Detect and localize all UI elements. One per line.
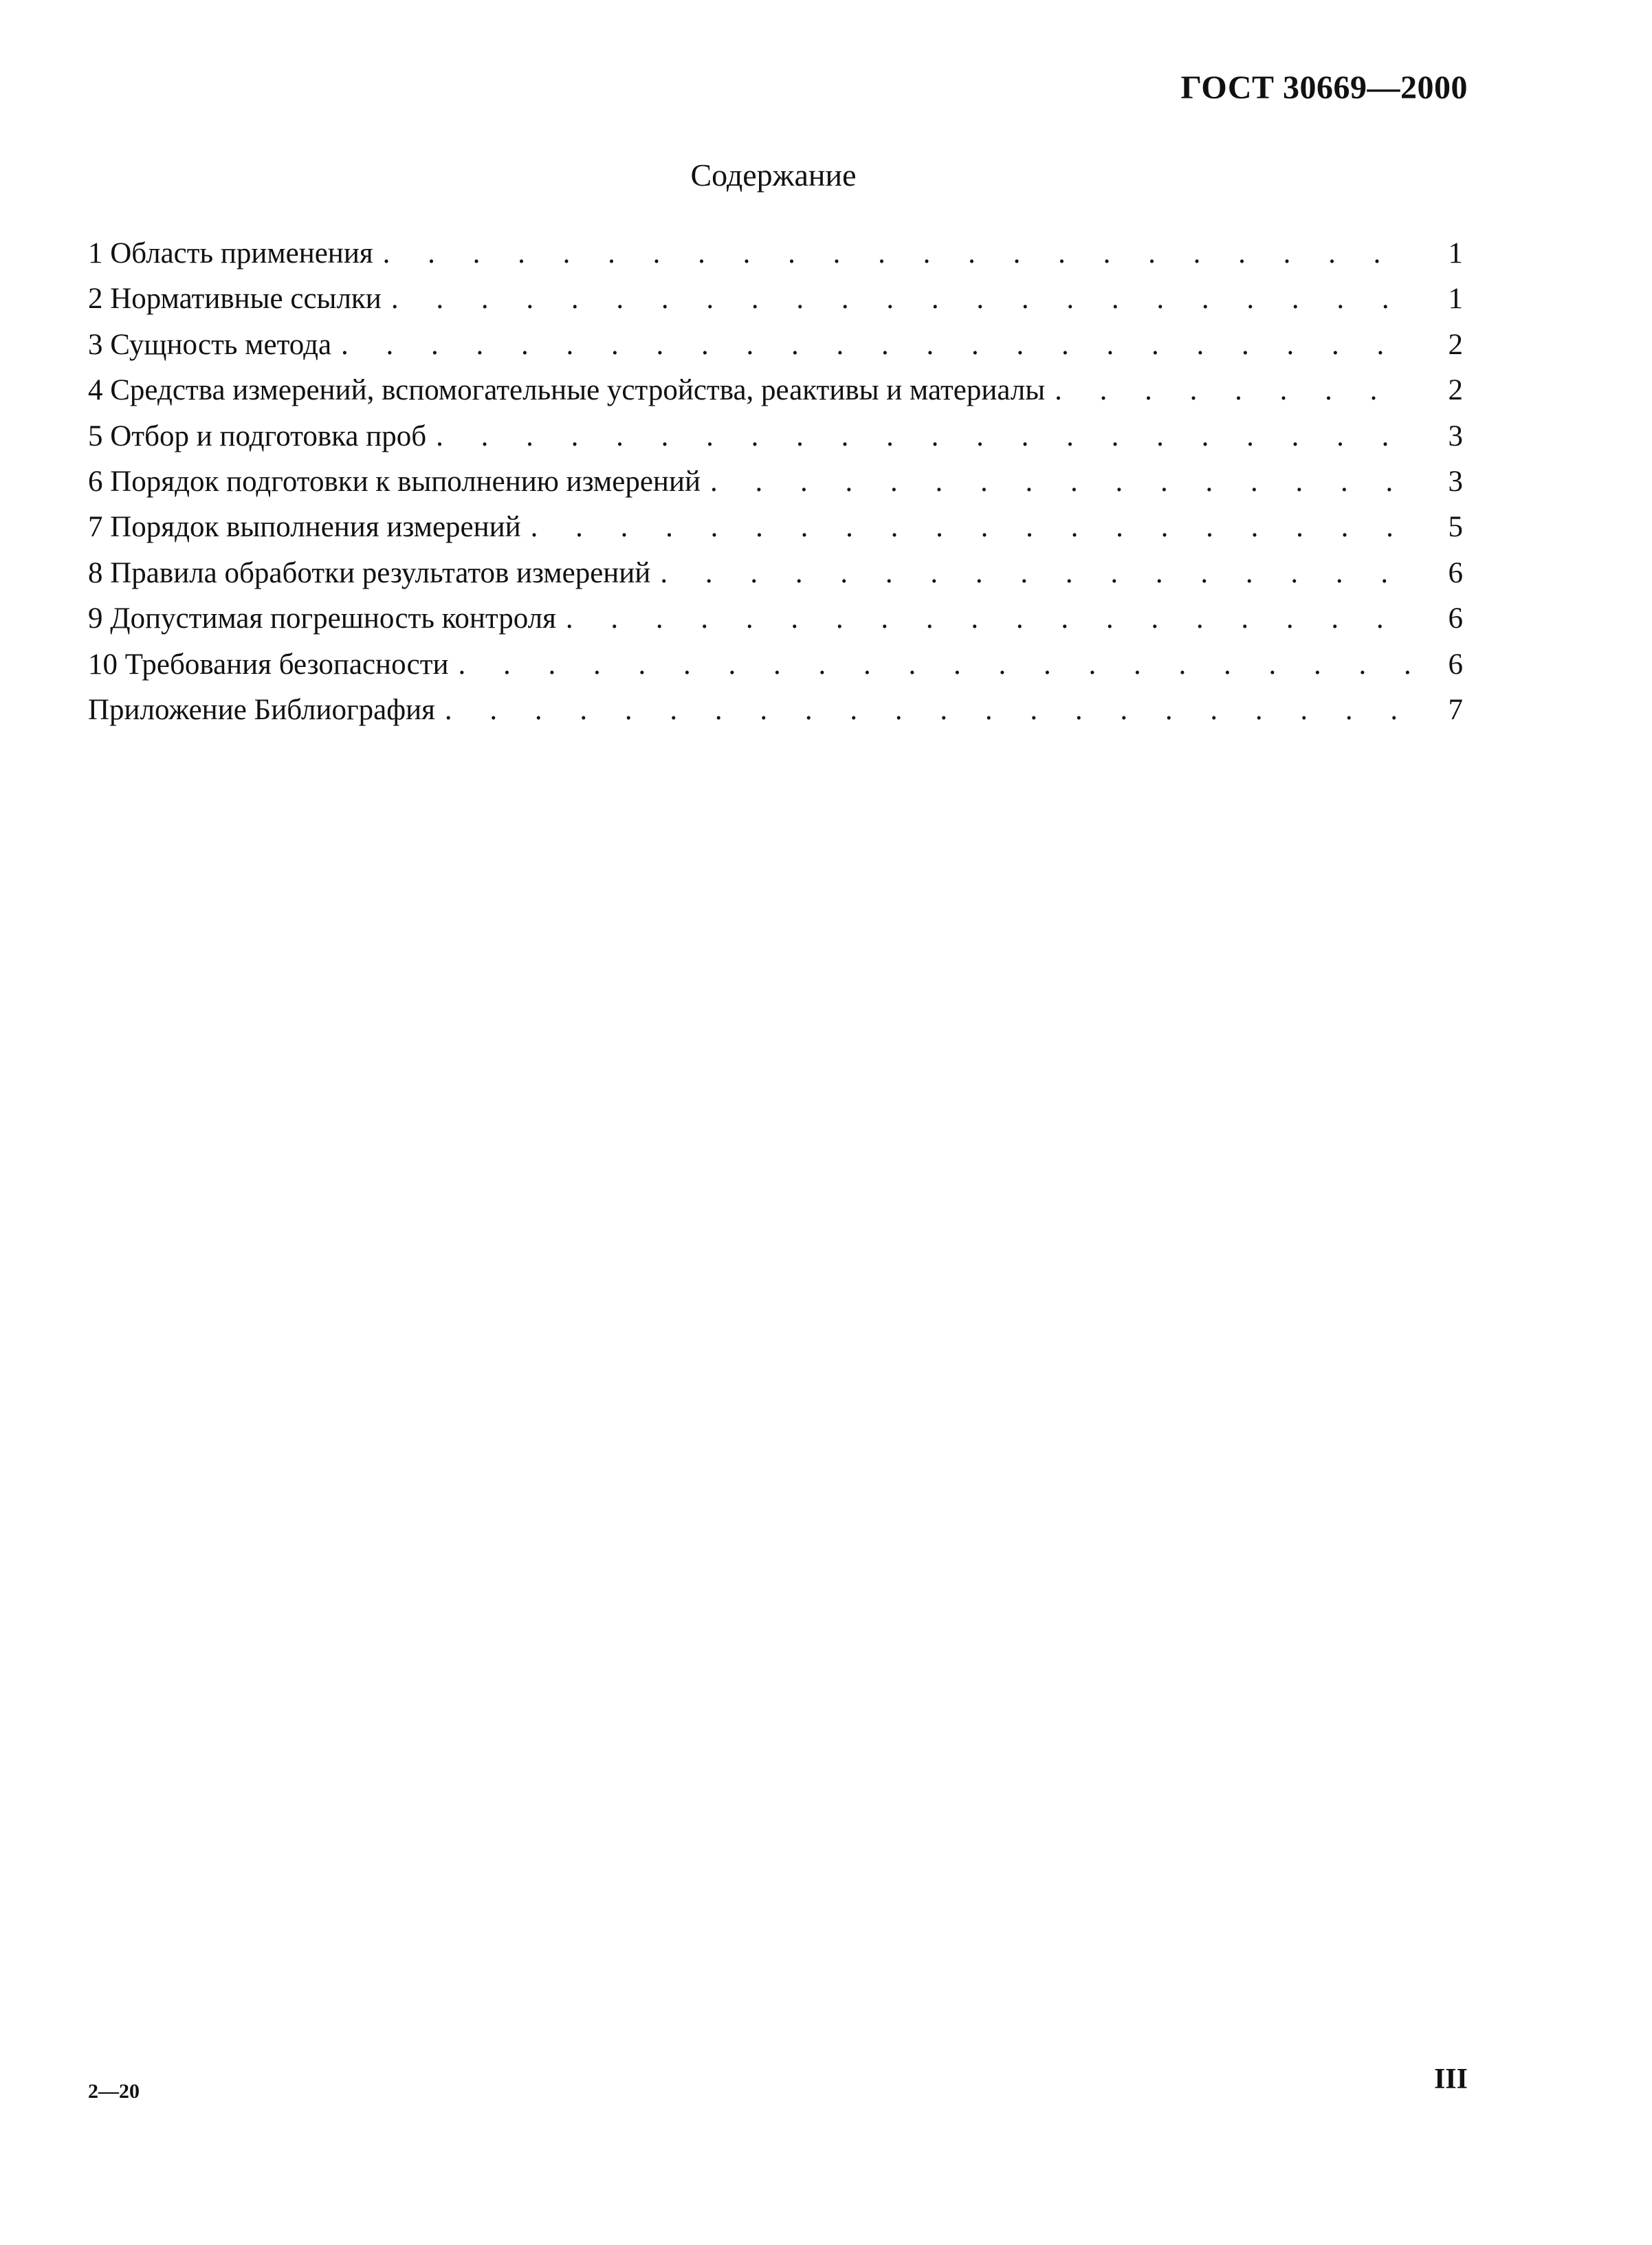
toc-entry-label: 7 Порядок выполнения измерений [88, 511, 521, 544]
toc-leader-dots [459, 642, 1415, 688]
toc-entry[interactable] [88, 596, 1463, 642]
toc-entry-label: 6 Порядок подготовки к выполнению измерений [88, 465, 701, 498]
toc-entry[interactable] [88, 322, 1463, 368]
toc-entry[interactable] [88, 688, 1463, 733]
toc-entry[interactable] [88, 505, 1463, 550]
toc-leader-dots [383, 231, 1415, 276]
toc-entry[interactable] [88, 459, 1463, 505]
table-of-contents [88, 231, 1463, 733]
toc-entry-page: 6 [1448, 602, 1463, 635]
toc-entry-label: 4 Средства измерений, вспомогательные устройства, реактивы и материалы [88, 374, 1046, 407]
toc-entry-page: 7 [1448, 693, 1463, 726]
sheet-signature: 2—20 [88, 2080, 140, 2103]
toc-entry-label: 5 Отбор и подготовка проб [88, 419, 427, 452]
toc-leader-dots [531, 505, 1415, 550]
toc-leader-dots [566, 596, 1415, 642]
toc-entry-page: 6 [1448, 648, 1463, 681]
toc-entry-page: 5 [1448, 511, 1463, 544]
toc-entry-label: 9 Допустимая погрешность контроля [88, 602, 556, 635]
toc-entry-page: 6 [1448, 556, 1463, 589]
toc-leader-dots [391, 276, 1415, 322]
toc-leader-dots [341, 322, 1415, 368]
toc-entry[interactable] [88, 276, 1463, 322]
toc-entry[interactable] [88, 642, 1463, 688]
toc-entry-label: 10 Требования безопасности [88, 648, 449, 681]
toc-entry[interactable] [88, 551, 1463, 596]
toc-entry[interactable] [88, 368, 1463, 413]
toc-leader-dots [1055, 368, 1415, 413]
toc-entry-page: 3 [1448, 465, 1463, 498]
toc-entry-page: 1 [1448, 237, 1463, 270]
toc-leader-dots [660, 551, 1415, 596]
toc-entry-page: 2 [1448, 374, 1463, 407]
toc-title: Содержание [690, 157, 857, 193]
toc-leader-dots [710, 459, 1415, 505]
toc-leader-dots [436, 414, 1415, 459]
toc-entry-label: 8 Правила обработки результатов измерений [88, 556, 651, 589]
toc-entry[interactable] [88, 414, 1463, 459]
toc-entry-label: 1 Область применения [88, 237, 373, 270]
toc-entry-label: 2 Нормативные ссылки [88, 283, 382, 316]
toc-entry-page: 2 [1448, 328, 1463, 361]
toc-entry-label: 3 Сущность метода [88, 328, 332, 361]
page-number: III [1433, 2063, 1468, 2095]
standard-code-header: ГОСТ 30669—2000 [1180, 69, 1468, 106]
toc-leader-dots [445, 688, 1415, 733]
toc-entry[interactable] [88, 231, 1463, 276]
toc-entry-label: Приложение Библиография [88, 693, 435, 726]
toc-entry-page: 3 [1448, 419, 1463, 452]
toc-entry-page: 1 [1448, 283, 1463, 316]
